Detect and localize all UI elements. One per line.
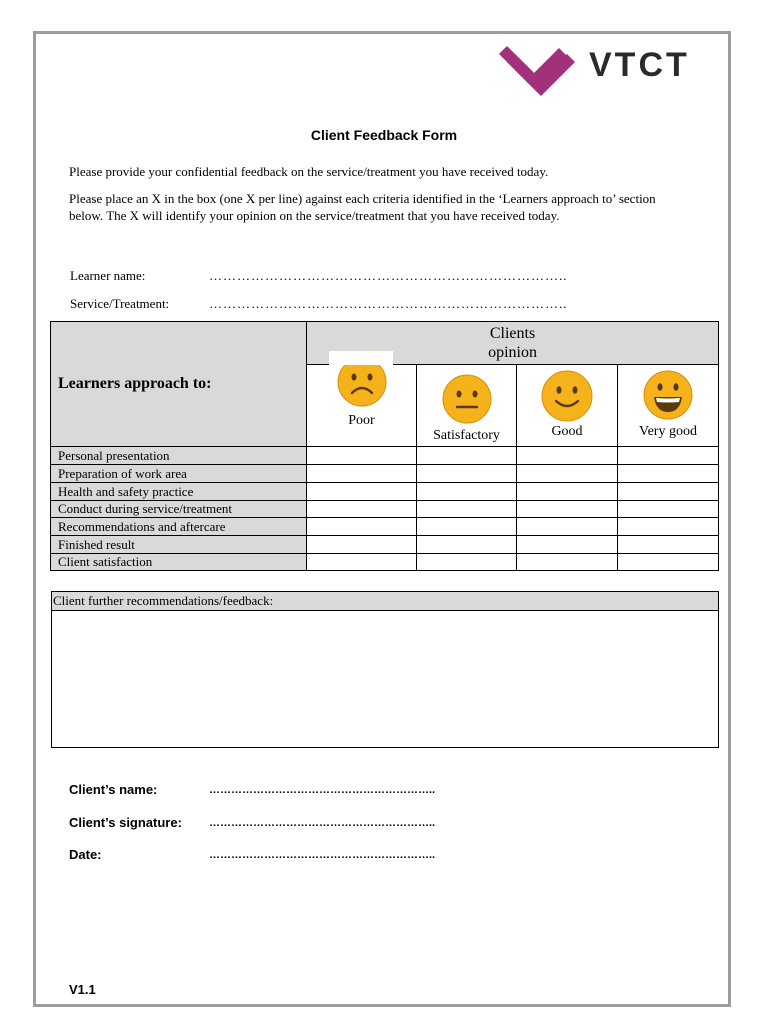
- rating-checkbox-cell[interactable]: [517, 501, 618, 518]
- neutral-face-icon: [441, 374, 493, 424]
- clients-header-line1: Clients: [489, 325, 536, 342]
- criteria-label: Personal presentation: [51, 447, 307, 465]
- poor-header-white-patch: [329, 351, 393, 365]
- logo-text: VTCT: [589, 46, 690, 84]
- rating-checkbox-cell[interactable]: [517, 465, 618, 483]
- rating-checkbox-cell[interactable]: [307, 447, 417, 465]
- criteria-label: Client satisfaction: [51, 554, 307, 571]
- rating-very-good-header: [618, 365, 719, 447]
- rating-checkbox-cell[interactable]: [517, 483, 618, 501]
- client-name-input[interactable]: ……………………………………………………..: [209, 784, 436, 796]
- rating-checkbox-cell[interactable]: [618, 483, 719, 501]
- table-row: [51, 554, 719, 571]
- learner-name-input[interactable]: …………………………………………………………………..: [209, 268, 568, 283]
- table-row: [51, 483, 719, 501]
- page-title: Client Feedback Form: [310, 127, 458, 143]
- rating-table: [50, 321, 719, 571]
- criteria-label: Preparation of work area: [51, 465, 307, 483]
- rating-checkbox-cell[interactable]: [618, 536, 719, 554]
- rating-rows: [51, 447, 719, 571]
- table-row: [51, 536, 719, 554]
- learners-approach-header: [51, 322, 307, 447]
- intro-paragraph-1: Please provide your confidential feedback on the service/treatment you have received today.: [69, 164, 549, 179]
- grinning-face-icon: [640, 370, 696, 420]
- rating-checkbox-cell[interactable]: [307, 483, 417, 501]
- rating-checkbox-cell[interactable]: [307, 518, 417, 536]
- rating-checkbox-cell[interactable]: [307, 501, 417, 518]
- criteria-label: Health and safety practice: [51, 483, 307, 501]
- rating-checkbox-cell[interactable]: [307, 536, 417, 554]
- rating-poor-label: Poor: [348, 413, 375, 428]
- table-row: [51, 447, 719, 465]
- rating-very-good-label: Very good: [639, 424, 697, 439]
- vtct-logo: [497, 40, 707, 96]
- table-row: [51, 518, 719, 536]
- rating-satisfactory-label: Satisfactory: [433, 428, 500, 443]
- rating-satisfactory-header: [417, 365, 517, 447]
- date-label: Date:: [69, 847, 102, 862]
- rating-checkbox-cell[interactable]: [417, 554, 517, 571]
- learners-approach-header-text: Learners approach to:: [58, 375, 212, 392]
- table-row: [51, 501, 719, 518]
- smiling-face-icon: [539, 370, 595, 422]
- feedback-box: [51, 591, 719, 748]
- rating-checkbox-cell[interactable]: [618, 554, 719, 571]
- rating-checkbox-cell[interactable]: [417, 536, 517, 554]
- rating-checkbox-cell[interactable]: [307, 554, 417, 571]
- rating-checkbox-cell[interactable]: [618, 501, 719, 518]
- rating-checkbox-cell[interactable]: [307, 465, 417, 483]
- client-signature-input[interactable]: ……………………………………………………..: [209, 817, 436, 829]
- date-input[interactable]: ……………………………………………………..: [209, 849, 436, 861]
- rating-checkbox-cell[interactable]: [618, 518, 719, 536]
- criteria-label: Finished result: [51, 536, 307, 554]
- rating-checkbox-cell[interactable]: [417, 483, 517, 501]
- client-signature-label: Client’s signature:: [69, 815, 182, 830]
- criteria-label: Recommendations and aftercare: [51, 518, 307, 536]
- learner-name-label: Learner name:: [70, 268, 146, 283]
- criteria-label: Conduct during service/treatment: [51, 501, 307, 518]
- rating-checkbox-cell[interactable]: [517, 554, 618, 571]
- service-treatment-input[interactable]: …………………………………………………………………..: [209, 296, 568, 311]
- rating-checkbox-cell[interactable]: [417, 465, 517, 483]
- vtct-logo-mark-icon: [497, 40, 577, 96]
- rating-checkbox-cell[interactable]: [417, 501, 517, 518]
- rating-checkbox-cell[interactable]: [517, 518, 618, 536]
- feedback-label: Client further recommendations/feedback:: [52, 592, 718, 611]
- rating-poor-header: [307, 365, 417, 447]
- feedback-textarea[interactable]: [52, 611, 718, 747]
- rating-checkbox-cell[interactable]: [618, 465, 719, 483]
- table-row: [51, 465, 719, 483]
- rating-checkbox-cell[interactable]: [417, 518, 517, 536]
- rating-good-label: Good: [551, 424, 583, 439]
- client-name-label: Client’s name:: [69, 782, 158, 797]
- clients-header-line2: opinion: [488, 344, 537, 361]
- rating-checkbox-cell[interactable]: [517, 447, 618, 465]
- rating-checkbox-cell[interactable]: [417, 447, 517, 465]
- intro-paragraph-2: Please place an X in the box (one X per line) against each criteria identified in the ‘Learners approach to’ section below. The X will identify your opinion on the service/treatment that you have received today.: [69, 191, 656, 223]
- rating-good-header: [517, 365, 618, 447]
- service-treatment-label: Service/Treatment:: [70, 296, 170, 311]
- rating-checkbox-cell[interactable]: [517, 536, 618, 554]
- version-label: V1.1: [69, 982, 96, 997]
- rating-checkbox-cell[interactable]: [618, 447, 719, 465]
